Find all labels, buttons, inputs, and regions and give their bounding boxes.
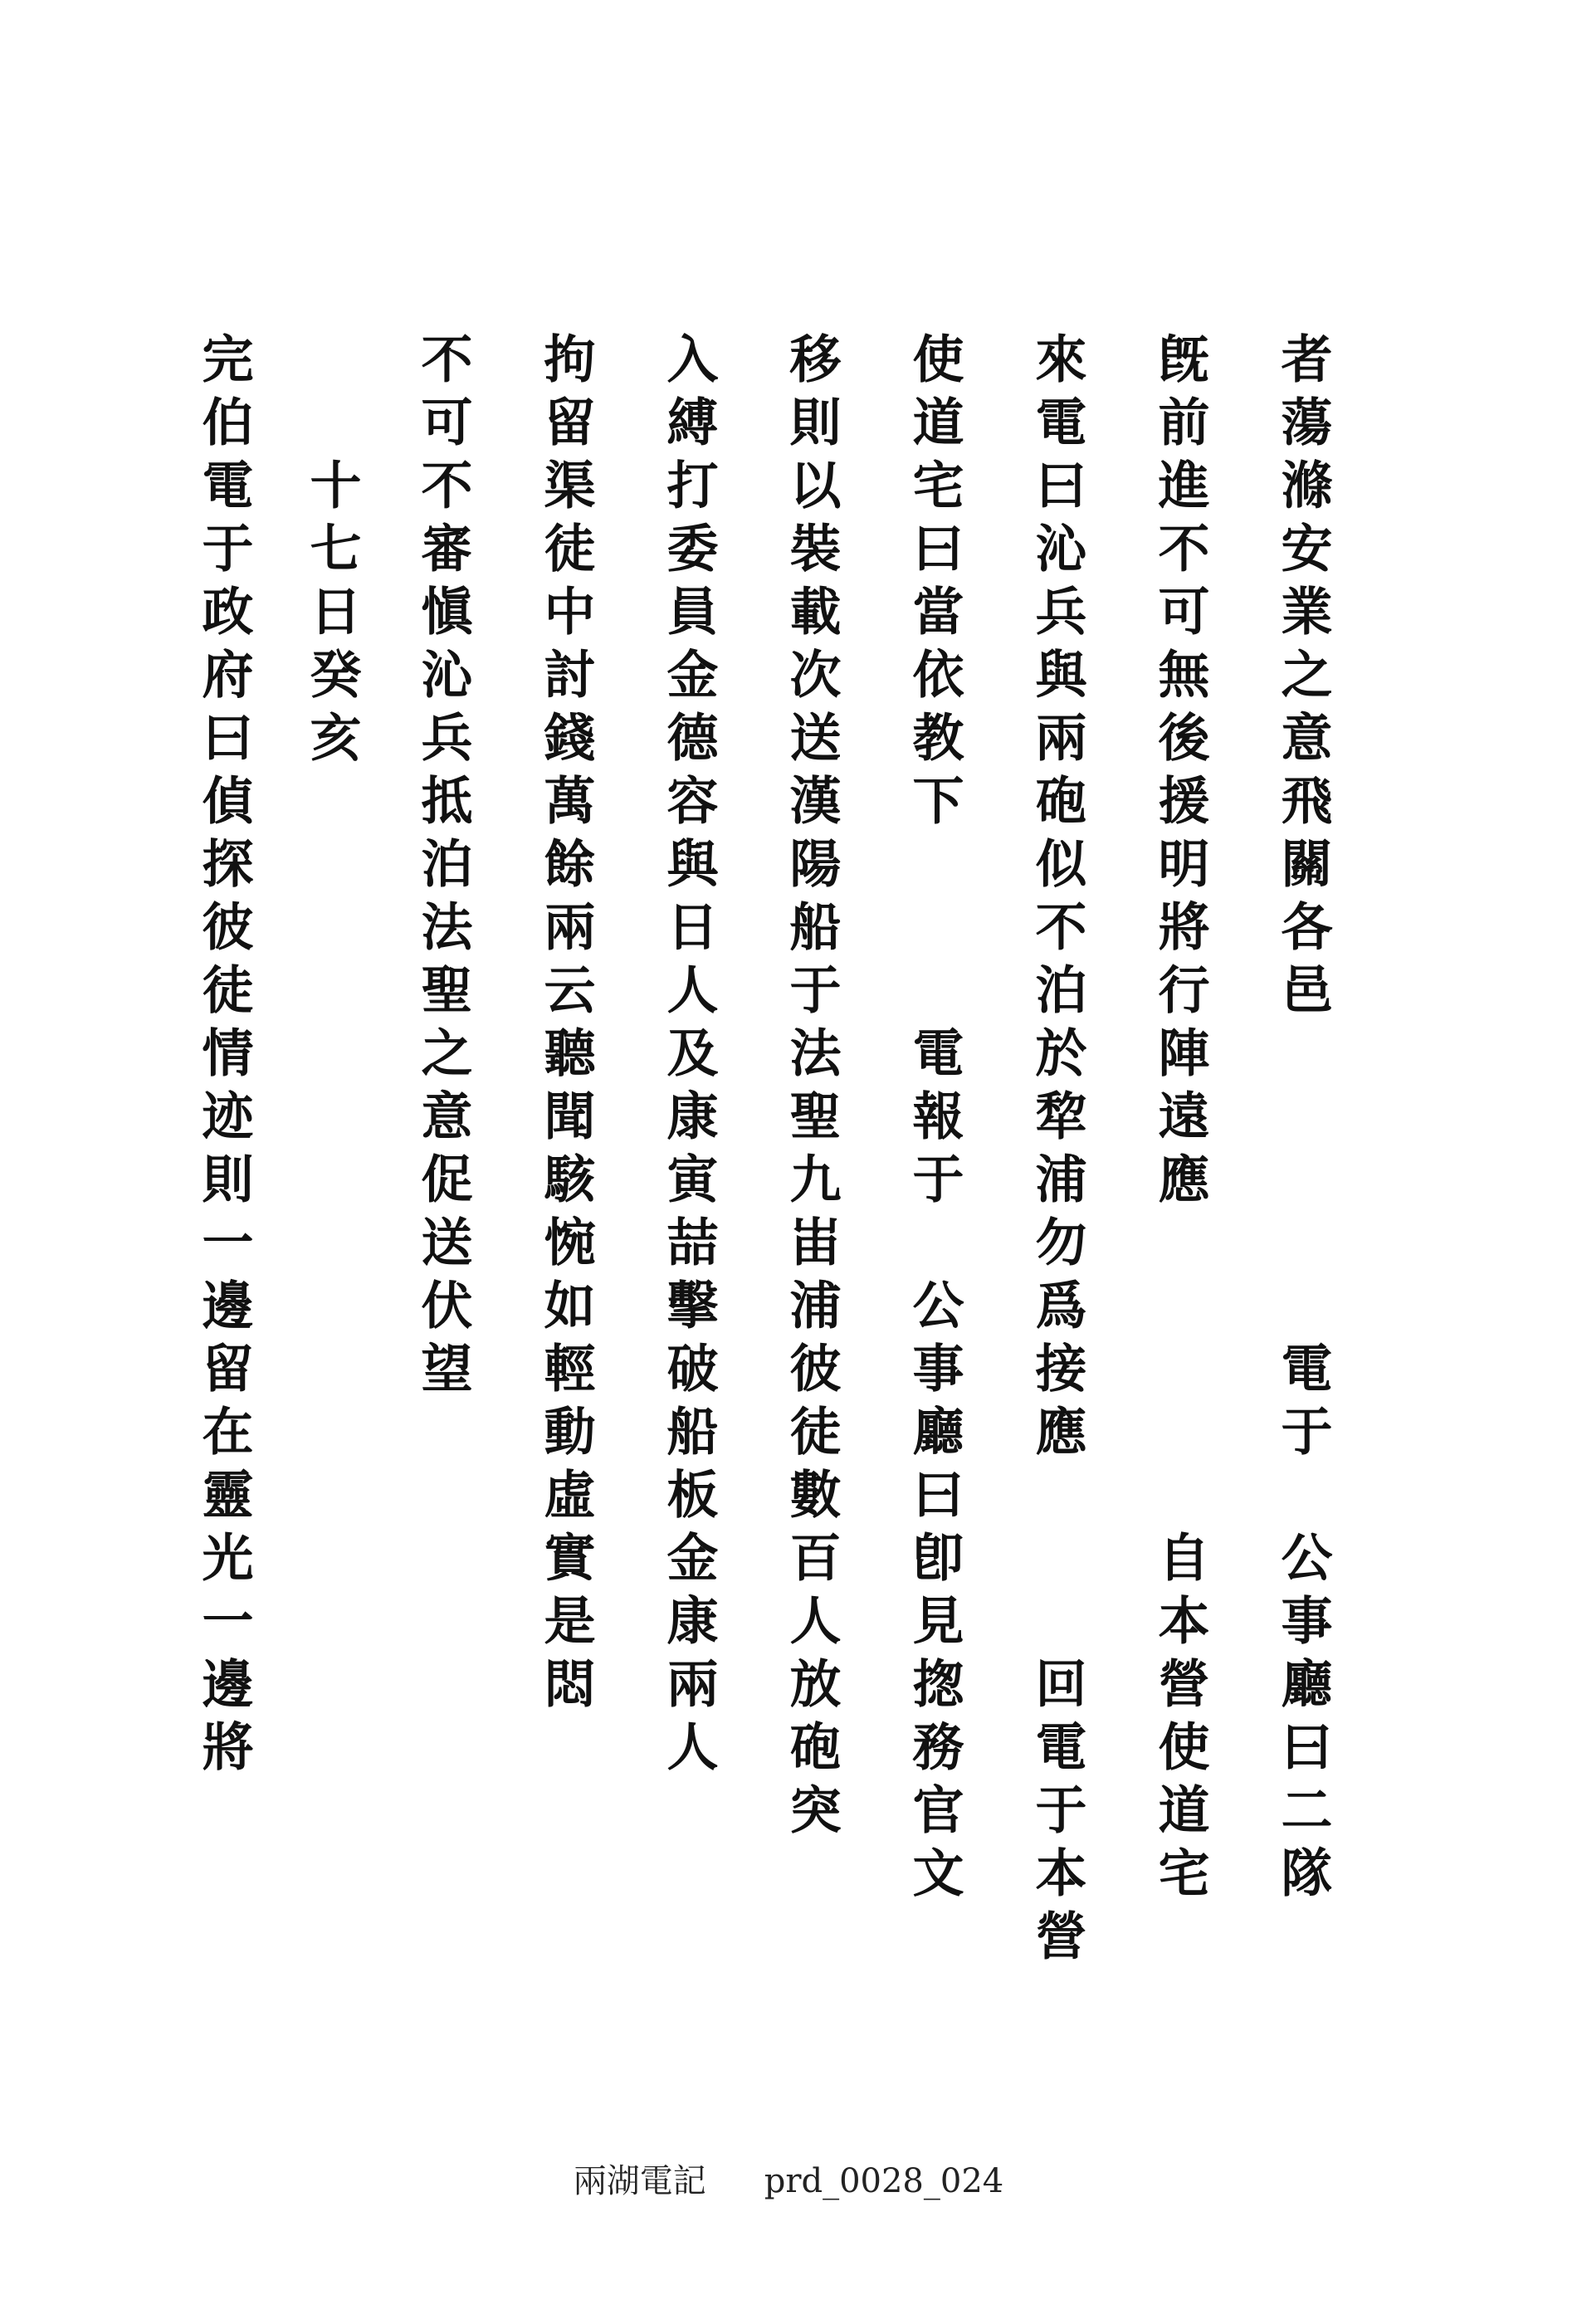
text-column-1: 者蕩滌安業之意飛關各邑 電于 公事廳曰二隊 bbox=[1272, 332, 1333, 1909]
vertical-text-block bbox=[124, 332, 1333, 2092]
text-column-7: 拘留渠徒中討錢萬餘兩云聽聞駭惋如輕動虛實是悶 bbox=[535, 332, 596, 1720]
page-footer bbox=[0, 2155, 1577, 2202]
text-column-4: 使道宅曰當依教下 電報于 公事廳曰卽見揔務官文 bbox=[904, 332, 964, 1909]
text-column-2: 旣前進不可無後援明將行陣遠應 自本營使道宅 bbox=[1150, 332, 1210, 1909]
text-column-8: 不可不審愼沁兵抵泊法聖之意促送伏望 bbox=[413, 332, 473, 1404]
footer-page-code: prd_0028_024 bbox=[764, 2162, 1004, 2200]
date-heading: 十七日癸亥 bbox=[301, 332, 362, 774]
text-column-6: 入縛打委員金德容與日人及康寅喆擊破船板金康兩人 bbox=[658, 332, 719, 1783]
text-column-3: 來電曰沁兵與兩砲似不泊於犂浦勿爲接應 回電于本營 bbox=[1027, 332, 1087, 1972]
text-column-5: 移則以裝載次送漢陽船于法聖九峀浦彼徒數百人放砲突 bbox=[781, 332, 842, 1846]
footer-title: 兩湖電記 bbox=[573, 2162, 706, 2200]
text-column-10: 完伯電于政府曰偵探彼徒情迹則一邊留在靈光一邊將 bbox=[193, 332, 254, 1783]
